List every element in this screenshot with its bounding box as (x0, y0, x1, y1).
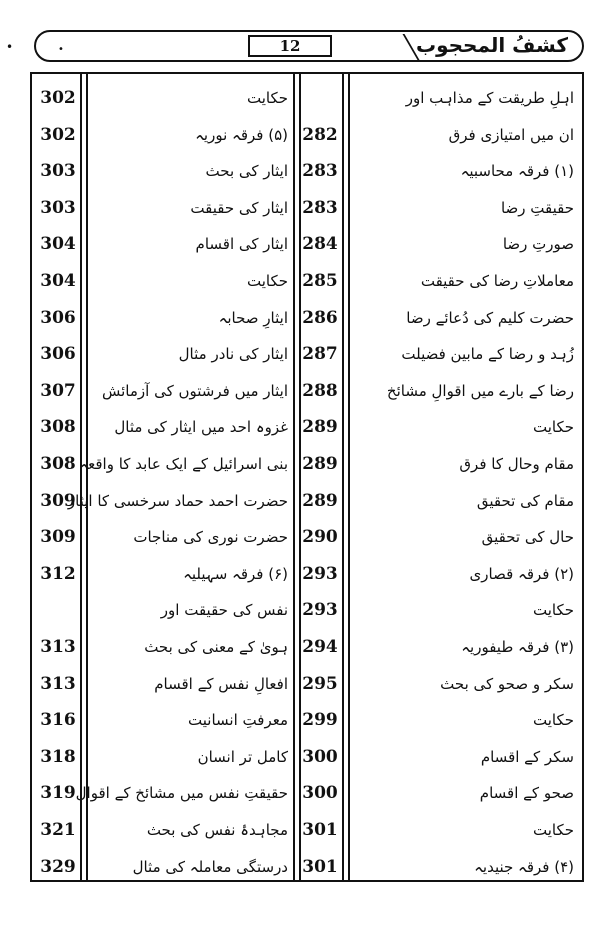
table-row (32, 409, 582, 445)
right-page-number: 289 (302, 490, 338, 511)
left-entry-title: ہویٰ کے معنی کی بحث (144, 638, 288, 656)
right-page-number: 283 (302, 161, 338, 182)
left-entry-title: حقیقتِ نفس میں مشائخ کے اقوال (75, 784, 288, 803)
right-entry-title: معاملاتِ رضا کی حقیقت (420, 272, 574, 290)
right-page-number: 299 (302, 710, 338, 731)
left-page-number: 303 (40, 197, 76, 218)
table-row (32, 629, 582, 665)
scan-mark: • (6, 40, 14, 54)
table-row (32, 153, 582, 189)
left-entry-title: ایثار کی حقیقت (190, 198, 288, 217)
table-row (32, 80, 582, 116)
table-row (32, 483, 582, 519)
right-page-number: 283 (302, 197, 338, 218)
table-row (32, 556, 582, 592)
left-entry-title: حکایت (246, 272, 288, 290)
left-entry-title: نفس کی حقیقت اور (160, 601, 288, 620)
right-entry-title: (۲) فرقہ قصاری (469, 564, 574, 583)
left-page-number: 302 (40, 124, 76, 145)
table-row (32, 446, 582, 482)
right-entry-title: مقام کی تحقیق (476, 491, 574, 510)
table-row (32, 739, 582, 775)
left-entry-title: معرفتِ انسانیت (188, 711, 288, 730)
right-page-number: 295 (302, 673, 338, 694)
right-entry-title: ان میں امتیازی فرق (448, 125, 574, 144)
right-entry-title: حضرت کلیم کی دُعائے رضا (406, 308, 574, 327)
right-page-number: 286 (302, 307, 338, 328)
left-entry-title: ایثار کی اقسام (195, 235, 288, 254)
left-page-number: 316 (40, 710, 76, 731)
right-entry-title: زُہد و رضا کے مابین فضیلت (401, 345, 574, 364)
right-page-number: 287 (302, 344, 338, 365)
left-page-number: 302 (40, 88, 76, 108)
right-page-number: 284 (302, 234, 338, 255)
left-entry-title: افعالِ نفس کے اقسام (154, 674, 288, 693)
table-row (32, 226, 582, 262)
book-title: کشفُ المحجوب (415, 33, 568, 57)
right-page-number: 301 (302, 820, 338, 840)
page-header (34, 30, 584, 62)
right-page-number: 300 (302, 746, 338, 767)
right-page-number: 289 (302, 417, 338, 438)
right-entry-title: رضا کے بارے میں اقوالِ مشائخ (386, 381, 574, 400)
right-page-number: 293 (302, 600, 338, 621)
table-row (32, 117, 582, 153)
left-page-number: 313 (40, 637, 76, 657)
right-page-number: 289 (302, 454, 338, 474)
left-page-number: 318 (40, 746, 76, 767)
right-entry-title: سکر و صحو کی بحث (440, 674, 574, 693)
right-entry-title: مقام وحال کا فرق (459, 455, 574, 473)
left-entry-title: ایثار میں فرشتوں کی آزمائش (102, 381, 288, 400)
table-row (32, 519, 582, 555)
left-entry-title: کامل تر انسان (197, 747, 288, 766)
right-entry-title: حکایت (532, 711, 574, 730)
right-entry-title: صورتِ رضا (502, 235, 574, 254)
right-page-number: 301 (302, 856, 338, 877)
right-entry-title: (۱) فرقہ محاسبیہ (460, 162, 574, 181)
right-page-number: 282 (302, 124, 338, 145)
left-entry-title: مجاہدۂ نفس کی بحث (146, 821, 288, 839)
left-entry-title: ایثار کی نادر مثال (178, 345, 288, 364)
table-row (32, 373, 582, 409)
left-page-number: 306 (40, 307, 76, 328)
right-page-number: 285 (302, 271, 338, 291)
right-entry-title: سکر کے اقسام (480, 747, 574, 766)
left-page-number: 312 (40, 563, 76, 584)
table-row (32, 702, 582, 738)
left-page-number: 308 (40, 454, 76, 474)
left-entry-title: درستگی معاملہ کی مثال (132, 857, 288, 876)
left-page-number: 307 (40, 380, 76, 401)
table-row (32, 592, 582, 628)
table-row (32, 812, 582, 848)
right-entry-title: صحو کے اقسام (479, 784, 574, 803)
table-row (32, 849, 582, 885)
right-page-number: 290 (302, 527, 338, 548)
left-entry-title: (۶) فرقہ سہیلیہ (183, 564, 288, 583)
left-page-number: 303 (40, 161, 76, 182)
right-entry-title: اہلِ طریقت کے مذاہب اور (405, 89, 574, 107)
table-row (32, 775, 582, 811)
right-entry-title: حکایت (532, 821, 574, 839)
left-page-number: 309 (40, 490, 76, 511)
header-dot: • (58, 44, 64, 55)
table-row (32, 336, 582, 372)
left-page-number: 304 (40, 234, 76, 255)
left-page-number: 319 (40, 783, 76, 804)
left-entry-title: حضرت احمد حماد سرخسی کا ایثار (67, 491, 288, 510)
left-page-number: 309 (40, 527, 76, 548)
left-entry-title: ایثار کی بحث (205, 162, 288, 181)
left-page-number: 308 (40, 417, 76, 438)
left-page-number: 306 (40, 344, 76, 365)
right-entry-title: (۳) فرقہ طیفوریہ (461, 638, 574, 656)
left-page-number: 304 (40, 271, 76, 291)
right-entry-title: حکایت (532, 601, 574, 620)
table-row (32, 666, 582, 702)
right-entry-title: (۴) فرقہ جنیدیہ (474, 857, 574, 876)
right-page-number: 288 (302, 380, 338, 401)
left-entry-title: حضرت نوری کی مناجات (133, 528, 288, 547)
left-page-number: 329 (40, 856, 76, 877)
page-number: 12 (248, 35, 332, 57)
table-row (32, 190, 582, 226)
right-page-number: 300 (302, 783, 338, 804)
right-entry-title: حقیقتِ رضا (500, 198, 574, 217)
right-page-number: 293 (302, 563, 338, 584)
left-page-number: 313 (40, 673, 76, 694)
left-entry-title: ایثارِ صحابہ (218, 308, 288, 327)
left-entry-title: بنی اسرائیل کے ایک عابد کا واقعہ (79, 455, 288, 473)
table-row (32, 300, 582, 336)
table-row (32, 263, 582, 299)
left-page-number: 321 (40, 820, 76, 840)
right-entry-title: حکایت (532, 418, 574, 437)
right-entry-title: حال کی تحقیق (481, 528, 574, 547)
left-entry-title: (۵) فرقہ نوریہ (195, 125, 288, 144)
left-entry-title: حکایت (246, 89, 288, 107)
contents-table (30, 72, 584, 882)
left-entry-title: غزوہ احد میں ایثار کی مثال (114, 418, 288, 437)
right-page-number: 294 (302, 637, 338, 657)
